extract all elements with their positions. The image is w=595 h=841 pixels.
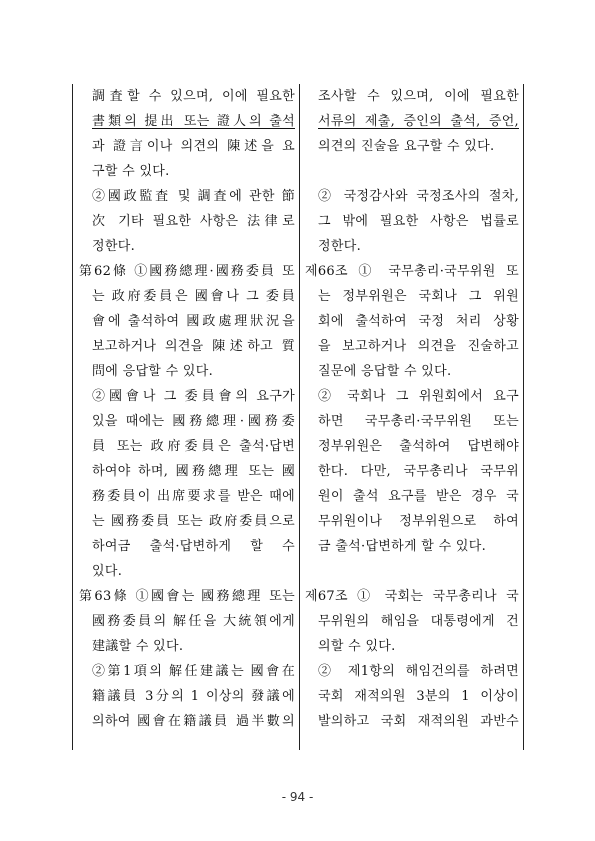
comparison-table — [72, 84, 524, 750]
left-text-line: 調査할 수 있으며, 이에 필요한 — [92, 89, 295, 104]
left-text-line: 問에 응답할 수 있다. — [92, 364, 214, 379]
left-column-original-text — [79, 84, 295, 734]
right-text-line: 제67조 ① 국회는 국무총리나 국 — [305, 589, 519, 604]
left-text-line: 의하여 國會在籍議員 過半數의 — [92, 714, 295, 729]
right-text-line: ② 제1항의 해임건의를 하려면 — [318, 664, 519, 679]
right-text-line: 정한다. — [318, 239, 362, 254]
left-text-line: 務委員이 出席要求를 받은 때에 — [92, 489, 295, 504]
right-text-line: 무위원이나 정부위원으로 하여 — [318, 514, 519, 529]
left-text-line: 구할 수 있다. — [92, 164, 170, 179]
right-text-line: 조사할 수 있으며, 이에 필요한 — [318, 89, 519, 104]
left-text-line: 第62條 ①國務總理·國務委員 또 — [79, 264, 295, 279]
right-text-line: 무위원의 해임을 대통령에게 건 — [318, 614, 519, 629]
left-text-line: 있다. — [92, 564, 123, 579]
right-text-line: 는 정부위원은 국회나 그 위원 — [318, 289, 519, 304]
left-text-line: 있을 때에는 國務總理·國務委 — [92, 414, 295, 429]
left-text-line: 하여야 하며, 國務總理 또는 國 — [92, 464, 295, 479]
left-text-line: 籍議員 3分의 1 이상의 發議에 — [92, 689, 295, 704]
right-text-line: 을 보고하거나 의견을 진술하고 — [318, 339, 519, 354]
left-text-line: 정한다. — [92, 239, 136, 254]
right-text-line — [305, 159, 519, 184]
right-text-line: 하면 국무총리·국무위원 또는 — [318, 414, 519, 429]
left-text-line: 員 또는 政府委員은 출석·답변 — [92, 439, 295, 454]
left-text-line: 과 證言이나 의견의 陳述을 요 — [92, 139, 295, 154]
right-text-line: 그 밖에 필요한 사항은 법률로 — [318, 214, 519, 229]
right-text-line: 원이 출석 요구를 받은 경우 국 — [318, 489, 519, 504]
right-text-line: 의견의 진술을 요구할 수 있다. — [318, 139, 495, 154]
right-text-line: ② 국회나 그 위원회에서 요구 — [318, 389, 519, 404]
column-divider — [299, 84, 300, 750]
right-text-line: 국회 재적의원 3분의 1 이상이 — [318, 689, 519, 704]
right-text-line: 서류의 제출, 증인의 출석, 증언, — [318, 114, 519, 129]
right-text-line: 회에 출석하여 국정 처리 상황 — [318, 314, 519, 329]
left-text-line: 國務委員의 解任을 大統領에게 — [92, 614, 295, 629]
left-text-line: 는 國務委員 또는 政府委員으로 — [92, 514, 295, 529]
left-text-line: ②國政監査 및 調査에 관한 節 — [92, 189, 295, 204]
page-number: - 94 - — [281, 790, 314, 804]
right-text-line: ② 국정감사와 국정조사의 절차, — [318, 189, 519, 204]
left-text-line: 第63條 ①國會는 國務總理 또는 — [79, 589, 295, 604]
left-text-line: ②第1項의 解任建議는 國會在 — [92, 664, 295, 679]
left-text-line: 建議할 수 있다. — [92, 639, 184, 654]
right-text-line: 금 출석·답변하게 할 수 있다. — [318, 539, 487, 554]
right-text-line: 의할 수 있다. — [318, 639, 396, 654]
left-text-line: 는 政府委員은 國會나 그 委員 — [92, 289, 295, 304]
left-text-line: 하여금 출석·답변하게 할 수 — [92, 539, 295, 554]
right-text-line: 발의하고 국회 재적의원 과반수 — [318, 714, 519, 729]
right-text-line: 질문에 응답할 수 있다. — [318, 364, 452, 379]
right-text-line: 한다. 다만, 국무총리나 국무위 — [318, 464, 519, 479]
left-text-line: 次 기타 필요한 사항은 法律로 — [92, 214, 295, 229]
right-text-line — [305, 559, 519, 584]
left-text-line: 書類의 提出 또는 證人의 출석 — [92, 114, 295, 129]
right-column-revised-text — [305, 84, 519, 734]
right-text-line: 정부위원은 출석하여 답변해야 — [318, 439, 519, 454]
left-text-line: 보고하거나 의견을 陳述하고 質 — [92, 339, 295, 354]
left-text-line: 會에 출석하여 國政處理狀況을 — [92, 314, 295, 329]
right-text-line: 제66조 ① 국무총리·국무위원 또 — [305, 264, 519, 279]
left-text-line: ②國會나 그 委員會의 요구가 — [92, 389, 295, 404]
